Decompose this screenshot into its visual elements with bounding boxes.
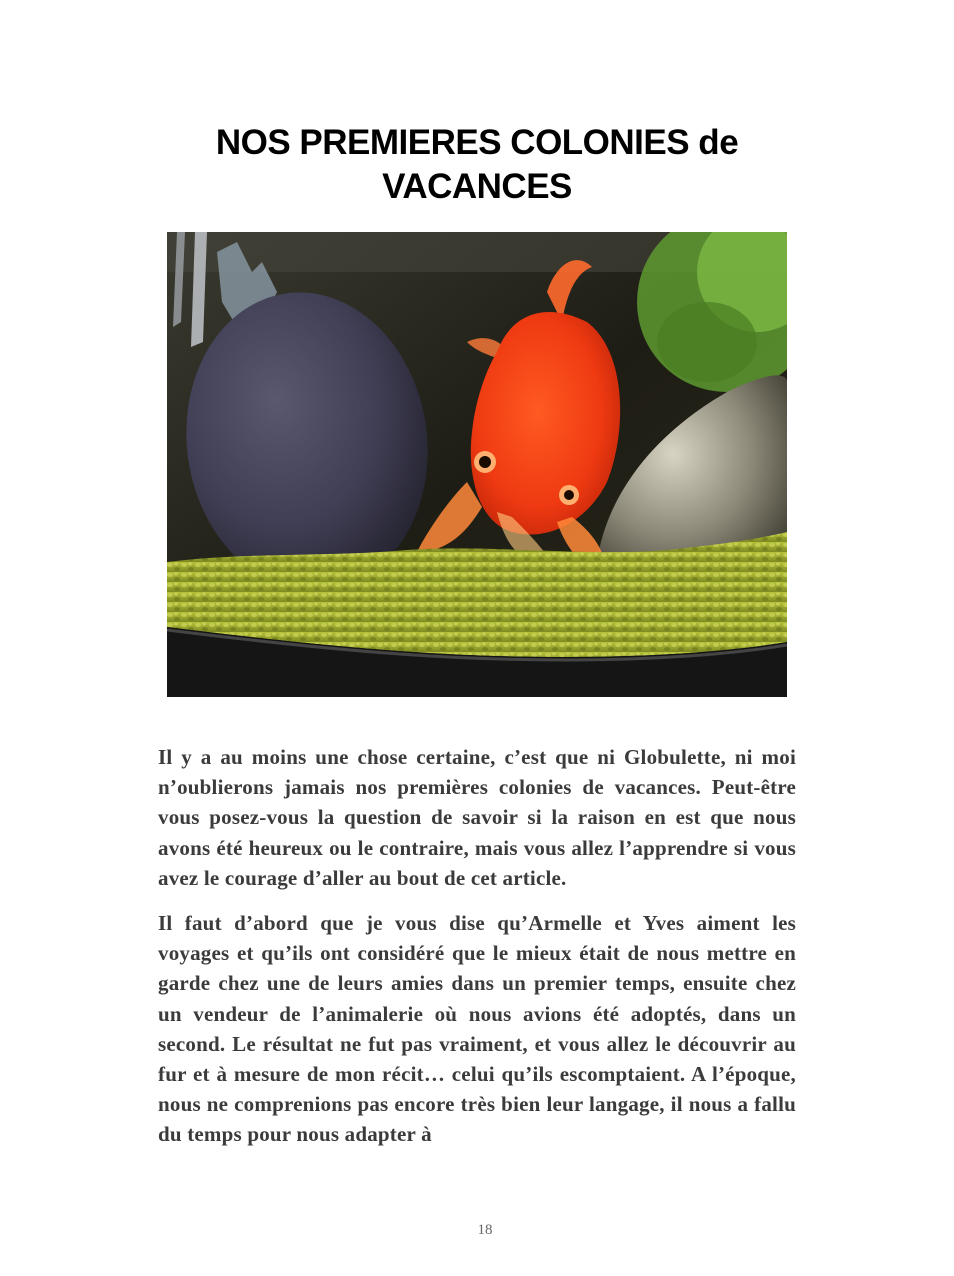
article-title-line-2: VACANCES xyxy=(382,167,572,206)
goldfish-aquarium-photo xyxy=(167,232,787,697)
article-title-line-1: NOS PREMIERES COLONIES de xyxy=(215,123,739,162)
article-title xyxy=(167,121,787,209)
paragraph-1: Il y a au moins une chose certaine, c’est que ni Globulette, ni moi n’oublierons jamais nos premières colonies de vacances. Peut-être vous posez-vous la question de savoir si la raison en est que nous avons été heureux ou le contraire, mais vous allez l’apprendre si vous avez le courage d’aller au bout de cet article. xyxy=(158,745,796,890)
paragraph-2: Il faut d’abord que je vous dise qu’Armelle et Yves aiment les voyages et qu’ils ont considéré que le mieux était de nous mettre en garde chez une de leurs amies dans un premier temps, ensuite chez un vendeur de l’animalerie où nous avions été adoptés, dans un second. Le résultat ne fut pas vraiment, et vous allez le découvrir au fur et à mesure de mon récit… celui qu’ils escomptaient. A l’époque, nous ne comprenions pas encore très bien leur langage, il nous a fallu du temps pour nous adapter à xyxy=(158,911,796,1147)
page-number: 18 xyxy=(477,1222,493,1238)
article-body xyxy=(158,742,796,1165)
